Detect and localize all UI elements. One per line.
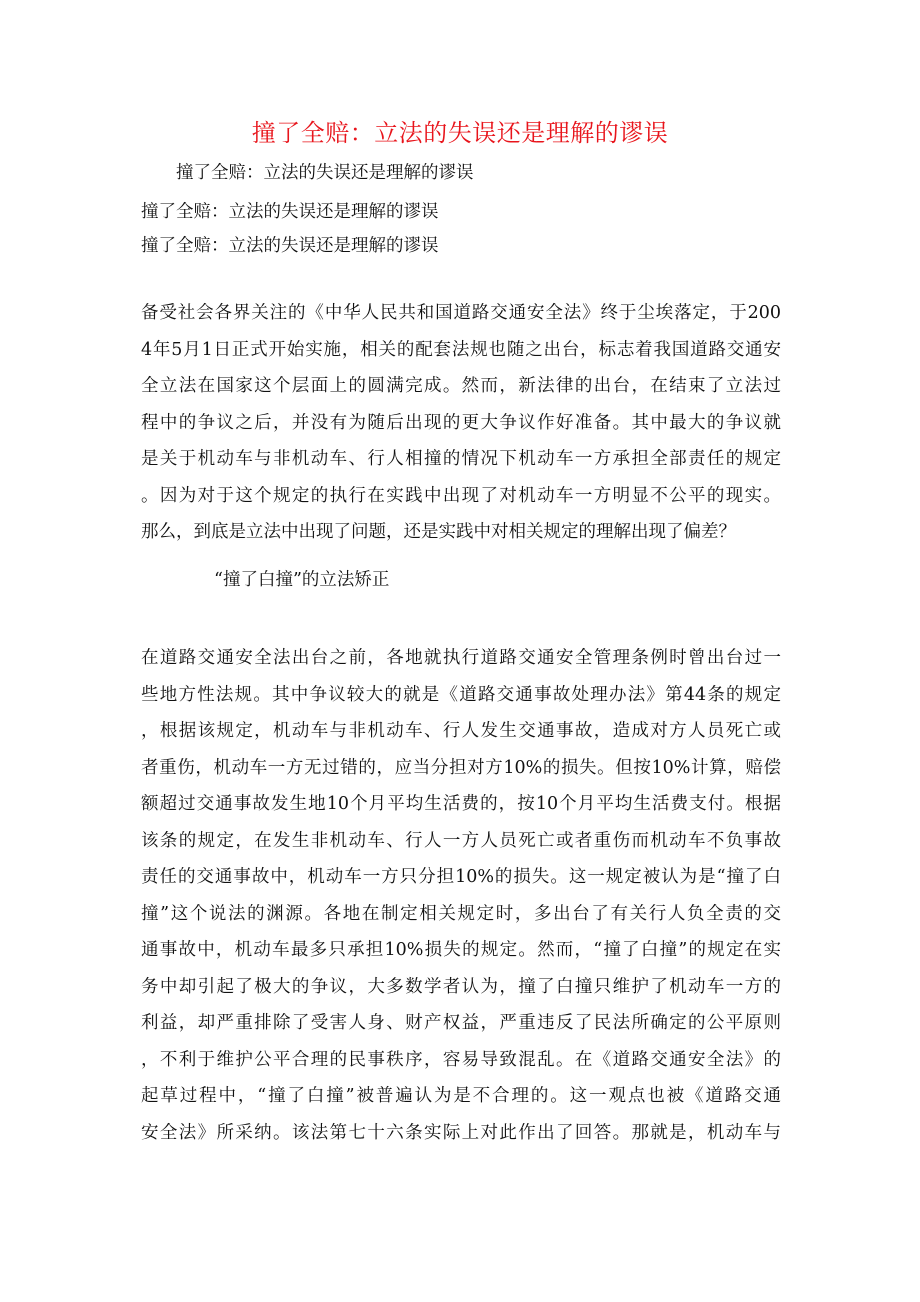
subtitle-line-1: 撞了全赔：立法的失误还是理解的谬误 [176,163,474,183]
paragraph-line: 者重伤，机动车一方无过错的，应当分担对方10%的损失。但按10%计算，赔偿 [141,757,781,778]
paragraph-line: 起草过程中，“撞了白撞”被普遍认为是不合理的。这一观点也被《道路交通 [141,1086,781,1106]
subtitle-line-2: 撞了全赔：立法的失误还是理解的谬误 [141,202,439,222]
paragraph-line: 是关于机动车与非机动车、行人相撞的情况下机动车一方承担全部责任的规定 [141,449,781,469]
paragraph-line: 程中的争议之后，并没有为随后出现的更大争议作好准备。其中最大的争议就 [141,412,781,433]
paragraph-line: 4年5月1日正式开始实施，相关的配套法规也随之出台，标志着我国道路交通安 [141,339,781,360]
paragraph-line: 利益，却严重排除了受害人身、财产权益，严重违反了民法所确定的公平原则 [141,1013,781,1033]
paragraph-line: 撞”这个说法的渊源。各地在制定相关规定时，多出台了有关行人负全责的交 [141,903,781,924]
paragraph-line: 备受社会各界关注的《中华人民共和国道路交通安全法》终于尘埃落定，于200 [141,303,781,323]
paragraph-line: 安全法》所采纳。该法第七十六条实际上对此作出了回答。那就是，机动车与 [141,1122,781,1143]
paragraph-line: 全立法在国家这个层面上的圆满完成。然而，新法律的出台，在结束了立法过 [141,376,781,396]
paragraph-line: 务中却引起了极大的争议，大多数学者认为，撞了白撞只维护了机动车一方的 [141,976,781,997]
paragraph-line: 那么，到底是立法中出现了问题，还是实践中对相关规定的理解出现了偏差？ [141,522,736,542]
paragraph-line: 。因为对于这个规定的执行在实践中出现了对机动车一方明显不公平的现实。 [141,485,781,506]
paragraph-intro [141,295,781,551]
section-heading: “撞了白撞”的立法矫正 [214,570,390,590]
paragraph-line: 额超过交通事故发生地10个月平均生活费的，按10个月平均生活费支付。根据 [141,794,781,814]
paragraph-line: 通事故中，机动车最多只承担10%损失的规定。然而，“撞了白撞”的规定在实 [141,940,781,960]
subtitle-line-3: 撞了全赔：立法的失误还是理解的谬误 [141,236,439,256]
paragraph-line: 些地方性法规。其中争议较大的就是《道路交通事故处理办法》第44条的规定 [141,684,781,705]
paragraph-line: 该条的规定，在发生非机动车、行人一方人员死亡或者重伤而机动车不负事故 [141,830,781,851]
paragraph-line: 责任的交通事故中，机动车一方只分担10%的损失。这一规定被认为是“撞了白 [141,867,781,887]
document-title: 撞了全赔：立法的失误还是理解的谬误 [251,119,669,147]
paragraph-line: ，根据该规定，机动车与非机动车、行人发生交通事故，造成对方人员死亡或 [141,721,781,741]
paragraph-line: ，不利于维护公平合理的民事秩序，容易导致混乱。在《道路交通安全法》的 [141,1049,781,1070]
paragraph-line: 在道路交通安全法出台之前，各地就执行道路交通安全管理条例时曾出台过一 [141,648,781,668]
paragraph-body [141,640,781,1151]
